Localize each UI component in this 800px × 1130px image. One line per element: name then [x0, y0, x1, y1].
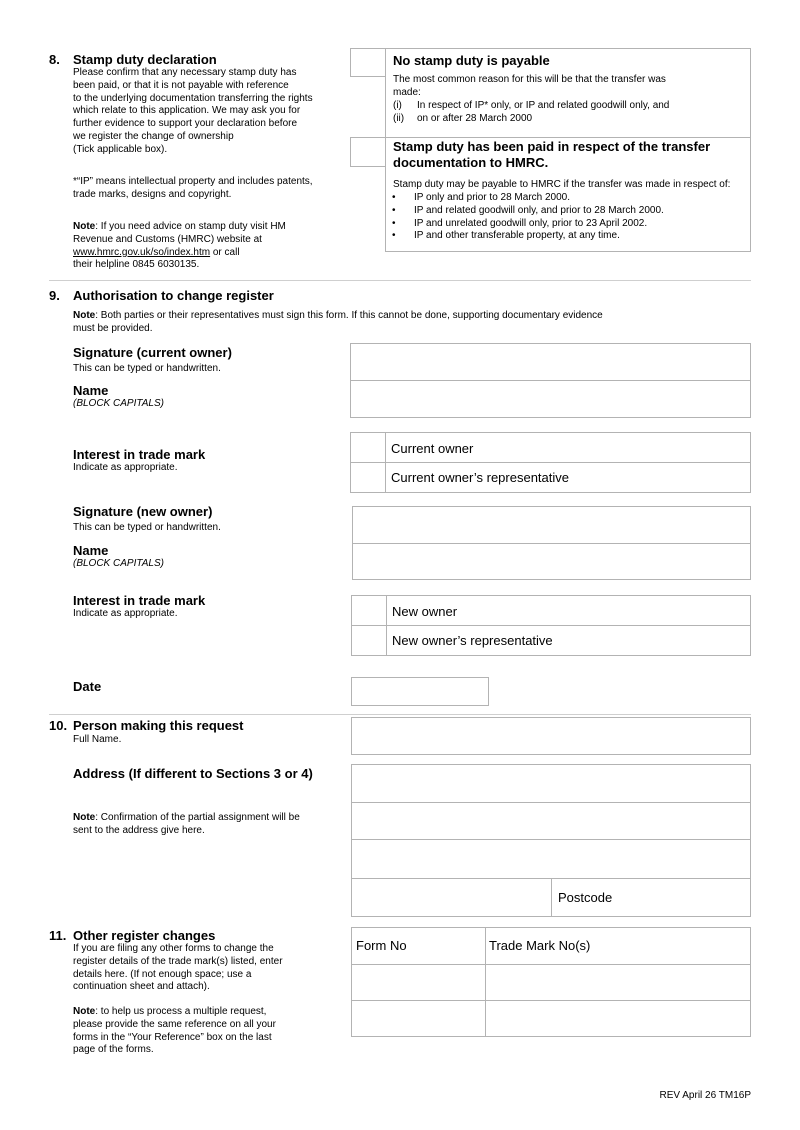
current-owner-rep-checkbox[interactable]: [350, 462, 386, 493]
no-stamp-duty-intro: The most common reason for this will be that the transfer was made:: [393, 74, 666, 98]
section-10-number: 10.: [49, 718, 68, 733]
indicate-hint: Indicate as appropriate.: [73, 462, 178, 473]
signature-hint: This can be typed or handwritten.: [73, 363, 221, 374]
signature-current-owner-field[interactable]: [350, 343, 751, 381]
block-capitals-hint: (BLOCK CAPITALS): [73, 398, 164, 409]
divider: [49, 280, 751, 281]
current-owner-rep-option: [385, 462, 751, 493]
stamp-duty-paid-intro: Stamp duty may be payable to HMRC if the transfer was made in respect of:: [393, 179, 731, 190]
section-11-description: If you are filing any other forms to change the register details of the trade mark(s) listed, enter details here. (If not enough space; use a continuation sheet and attach).: [73, 943, 283, 993]
signature-new-owner-label: Signature (new owner): [73, 504, 213, 519]
postcode-field[interactable]: [551, 878, 750, 916]
section-11-note: Note: to help us process a multiple request, please provide the same reference on all your forms in the “Your Reference” box on the last page of the forms.: [73, 1006, 276, 1056]
signature-new-owner-field[interactable]: [352, 506, 751, 544]
address-note: Note: Confirmation of the partial assignment will be sent to the address give here.: [73, 812, 300, 836]
postcode-label: Postcode: [558, 890, 613, 905]
trade-mark-no-field-2[interactable]: [485, 1000, 750, 1036]
section-8-description: Please confirm that any necessary stamp duty has been paid, or that it is not payable with reference to the underlying documentation transferring the rights which relate to this application. We may ask you for further evidence to support your declaration before we register the change of ownership (Tick applicable box).: [73, 67, 313, 155]
signature-current-owner-label: Signature (current owner): [73, 345, 232, 360]
date-label: Date: [73, 679, 102, 694]
name-new-owner-field[interactable]: [352, 543, 751, 580]
current-owner-rep-label: Current owner’s representative: [391, 470, 569, 485]
block-capitals-hint: (BLOCK CAPITALS): [73, 558, 164, 569]
hmrc-website-link[interactable]: www.hmrc.gov.uk/so/index.htm: [73, 246, 211, 258]
trade-mark-no-field-1[interactable]: [485, 964, 750, 999]
no-stamp-duty-panel: [385, 48, 751, 138]
ip-definition-note: *“IP” means intellectual property and includes patents, trade marks, designs and copyright.: [73, 176, 313, 200]
divider: [49, 714, 751, 715]
interest-label: Interest in trade mark: [73, 593, 206, 608]
name-current-owner-field[interactable]: [350, 380, 751, 418]
new-owner-checkbox[interactable]: [351, 595, 387, 626]
stamp-duty-paid-checkbox[interactable]: [350, 137, 386, 167]
form-revision-footer: REV April 26 TM16P: [659, 1090, 751, 1101]
name-label: Name: [73, 543, 109, 558]
form-no-field-2[interactable]: [352, 1000, 484, 1036]
address-label: Address (If different to Sections 3 or 4): [73, 766, 313, 781]
section-9-note: Note: Both parties or their representatives must sign this form. If this cannot be done, supporting documentary evidence must be provided.: [73, 310, 603, 334]
date-field[interactable]: [351, 677, 489, 706]
form-no-field-1[interactable]: [352, 964, 484, 999]
stamp-duty-paid-panel: [385, 137, 751, 252]
no-stamp-duty-title: No stamp duty is payable: [393, 53, 550, 68]
full-name-field[interactable]: [351, 717, 751, 755]
current-owner-option: [385, 432, 751, 463]
section-8-title: Stamp duty declaration: [73, 52, 217, 67]
trade-mark-no-header: Trade Mark No(s): [489, 938, 591, 953]
new-owner-label: New owner: [392, 604, 458, 619]
address-line-3-field[interactable]: [352, 839, 750, 877]
stamp-duty-advice-note: Note: If you need advice on stamp duty visit HM Revenue and Customs (HMRC) website at www.hmrc.gov.uk/so/index.htm or call their helpline 0845 6030135.: [73, 221, 286, 271]
name-label: Name: [73, 383, 109, 398]
new-owner-rep-option: [386, 625, 751, 656]
form-no-header: Form No: [356, 938, 407, 953]
section-8-number: 8.: [49, 52, 60, 67]
no-stamp-duty-checkbox[interactable]: [350, 48, 386, 77]
section-9-title: Authorisation to change register: [73, 288, 274, 303]
stamp-duty-paid-conditions: • IP only and prior to 28 March 2000. • IP and related goodwill only, and prior to 28 March 2000. • IP and unrelated goodwill only, prior to 23 April 2002. • IP and other transferable property, at any time.: [388, 192, 664, 243]
new-owner-rep-label: New owner’s representative: [392, 633, 553, 648]
full-name-hint: Full Name.: [73, 734, 122, 745]
section-9-number: 9.: [49, 288, 60, 303]
current-owner-label: Current owner: [391, 441, 474, 456]
section-10-title: Person making this request: [73, 718, 244, 733]
no-stamp-duty-reasons: (i) In respect of IP* only, or IP and related goodwill only, and (ii) on or after 28 March 2000: [393, 100, 670, 124]
interest-label: Interest in trade mark: [73, 447, 206, 462]
address-line-2-field[interactable]: [352, 802, 750, 838]
signature-hint: This can be typed or handwritten.: [73, 522, 221, 533]
address-line-4-field[interactable]: [352, 878, 550, 916]
indicate-hint: Indicate as appropriate.: [73, 608, 178, 619]
address-line-1-field[interactable]: [352, 765, 750, 801]
new-owner-option: [386, 595, 751, 626]
current-owner-checkbox[interactable]: [350, 432, 386, 463]
section-11-title: Other register changes: [73, 928, 216, 943]
stamp-duty-paid-title: Stamp duty has been paid in respect of the transfer documentation to HMRC.: [393, 139, 711, 170]
section-11-number: 11.: [49, 928, 67, 943]
new-owner-rep-checkbox[interactable]: [351, 625, 387, 656]
